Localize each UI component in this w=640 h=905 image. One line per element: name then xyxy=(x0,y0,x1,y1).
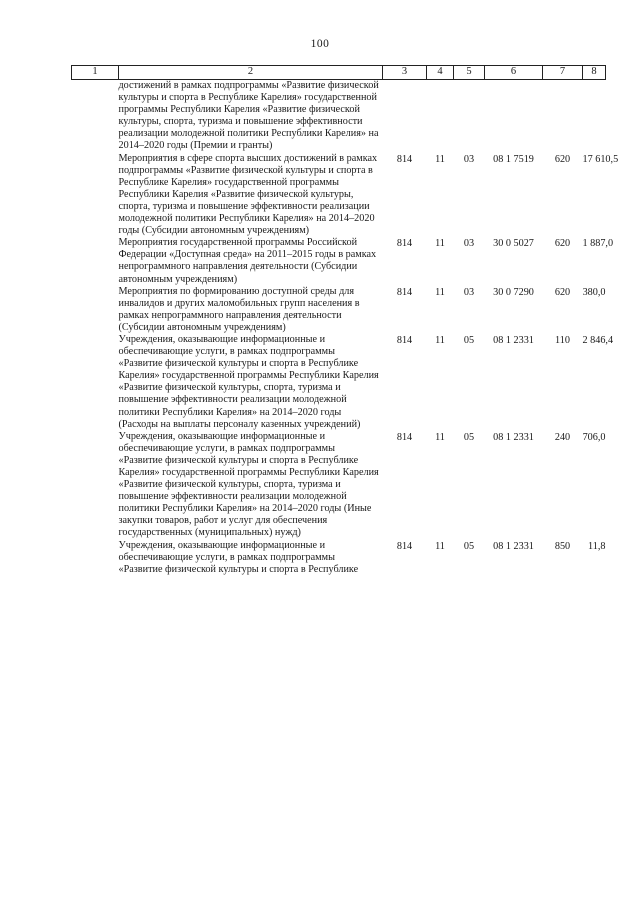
target-article-code: 08 1 2331 xyxy=(493,334,534,346)
expense-description: Мероприятия государственной программы Российской Федерации «Доступная среда» на 2011–2015 годы в рамках непрограммного направления деятельности (Субсидии автономным учреждениям) xyxy=(118,237,377,285)
expense-description: Учреждения, оказывающие информационные и обеспечивающие услуги, в рамках подпрограммы «Развитие физической культуры и спорта в Республике Карелия» государственной программы Республики Карелия «Развитие физической культуры, спорта, туризма и повышение эффективности реализации молодежной политики Республики Карелия» на 2014–2020 годы (Расходы на выплаты персоналу казенных учреждений) xyxy=(118,333,379,430)
amount xyxy=(583,80,606,153)
column-header-6: 6 xyxy=(485,66,543,80)
section-code: 11 xyxy=(435,286,445,298)
ministry-code: 814 xyxy=(396,153,413,165)
ministry-code: 814 xyxy=(396,431,413,443)
subsection-code: 03 xyxy=(463,286,475,298)
column-number-header-row xyxy=(72,66,606,80)
expense-description: Мероприятия по формированию доступной среды для инвалидов и других маломобильных групп населения в рамках непрограммного направления деятельности (Субсидии автономным учреждениям) xyxy=(118,285,360,333)
budget-table xyxy=(71,65,619,576)
expense-description: Учреждения, оказывающие информационные и обеспечивающие услуги, в рамках подпрограммы «Развитие физической культуры и спорта в Республике xyxy=(118,539,359,575)
amount: 2 846,4 xyxy=(582,334,614,346)
amount: 17 610,5 xyxy=(582,153,619,165)
page-number: 100 xyxy=(310,38,330,50)
column-header-1: 1 xyxy=(72,66,119,80)
section-code: 11 xyxy=(435,238,445,250)
column-header-7: 7 xyxy=(543,66,583,80)
column-header-4: 4 xyxy=(427,66,454,80)
target-article-code: 08 1 7519 xyxy=(493,153,534,165)
table-row xyxy=(72,80,606,153)
amount: 380,0 xyxy=(582,286,606,298)
expense-description: Учреждения, оказывающие информационные и обеспечивающие услуги, в рамках подпрограммы «Развитие физической культуры и спорта в Республике Карелия» государственной программы Республики Карелия «Развитие физической культуры, спорта, туризма и повышение эффективности реализации молодежной политики Республики Карелия» на 2014–2020 годы (Иные закупки товаров, работ и услуг для обеспечения государственных (муниципальных) нужд) xyxy=(118,430,379,539)
section-code: 11 xyxy=(435,431,445,443)
target-article-code xyxy=(485,80,543,153)
ministry-code: 814 xyxy=(396,238,413,250)
expense-type-code: 620 xyxy=(554,286,571,298)
ministry-code: 814 xyxy=(396,540,413,552)
subsection-code: 03 xyxy=(463,153,475,165)
column-header-3: 3 xyxy=(383,66,427,80)
target-article-code: 30 0 5027 xyxy=(493,238,534,250)
section-code: 11 xyxy=(435,540,445,552)
section-code: 11 xyxy=(435,334,445,346)
expense-type-code xyxy=(543,80,583,153)
target-article-code: 30 0 7290 xyxy=(493,286,534,298)
expense-description: достижений в рамках подпрограммы «Развитие физической культуры и спорта в Республике Карелия» государственной программы Республики Карелия «Развитие физической культуры, спорта, туризма и повышение эффективности реализации молодежной политики Республики Карелия» на 2014–2020 годы (Премии и гранты) xyxy=(118,80,379,152)
column-header-2: 2 xyxy=(119,66,383,80)
column-header-8: 8 xyxy=(583,66,606,80)
column-header-5: 5 xyxy=(454,66,485,80)
expense-type-code: 620 xyxy=(554,238,571,250)
amount: 1 887,0 xyxy=(582,238,614,250)
table-row xyxy=(72,153,606,238)
expense-description: Мероприятия в сфере спорта высших достижений в рамках подпрограммы «Развитие физической культуры и спорта в Республике Карелия» государственной программы Республики Карелия «Развитие физической культуры, спорта, туризма и повышение эффективности реализации молодежной политики Республики Карелия» на 2014–2020 годы (Субсидии автономным учреждениям) xyxy=(118,152,378,237)
subsection-code: 05 xyxy=(463,334,475,346)
table-row xyxy=(72,540,606,576)
table-row xyxy=(72,334,606,431)
expense-type-code: 620 xyxy=(554,153,571,165)
ministry-code xyxy=(383,80,427,153)
target-article-code: 08 1 2331 xyxy=(493,431,534,443)
table-row xyxy=(72,237,606,285)
amount: 11,8 xyxy=(588,540,606,552)
subsection-code: 05 xyxy=(463,540,475,552)
table-row xyxy=(72,431,606,540)
table-row xyxy=(72,286,606,334)
subsection-code xyxy=(454,80,485,153)
subsection-code: 05 xyxy=(463,431,475,443)
target-article-code: 08 1 2331 xyxy=(493,540,534,552)
amount: 706,0 xyxy=(582,431,606,443)
subsection-code: 03 xyxy=(463,238,475,250)
expense-type-code: 110 xyxy=(555,334,570,346)
expense-type-code: 850 xyxy=(554,540,571,552)
section-code xyxy=(427,80,454,153)
section-code: 11 xyxy=(435,153,445,165)
ministry-code: 814 xyxy=(396,286,413,298)
ministry-code: 814 xyxy=(396,334,413,346)
expense-type-code: 240 xyxy=(554,431,571,443)
